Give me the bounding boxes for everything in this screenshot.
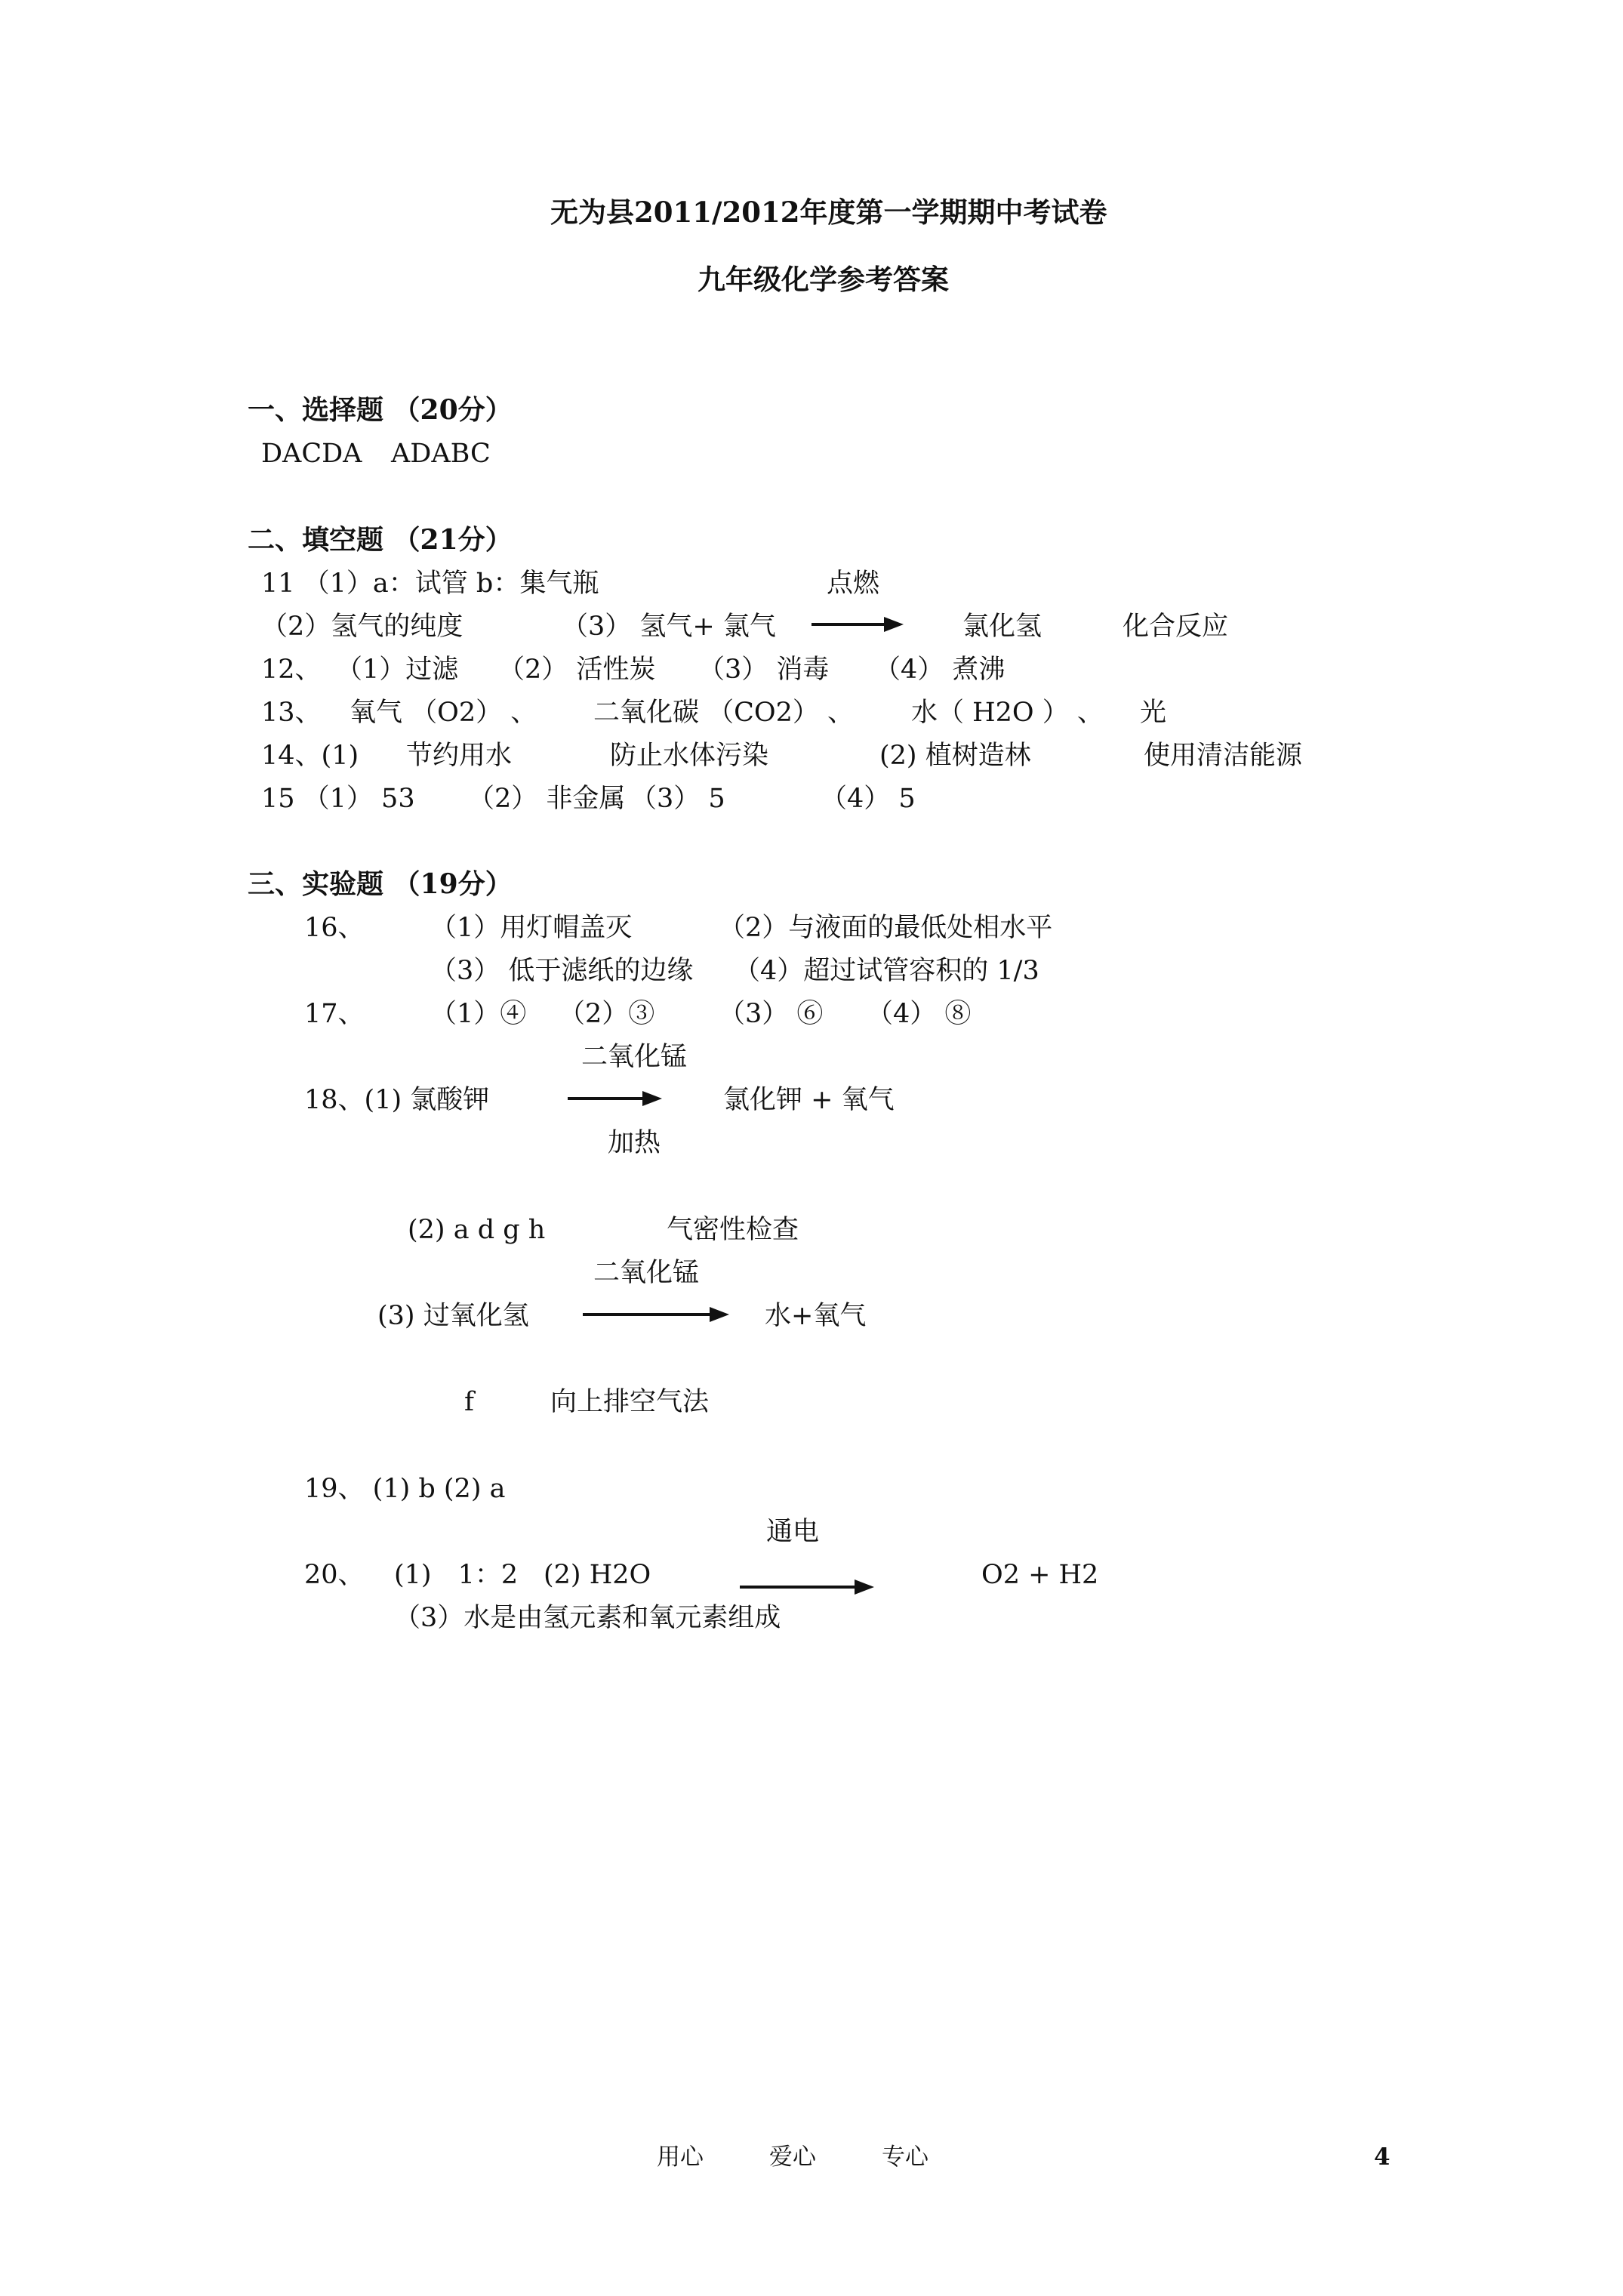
q16-answer-1: （1）用灯帽盖灭 bbox=[430, 913, 633, 943]
q18-product-3: 水+氧气 bbox=[765, 1301, 867, 1331]
q16-answer-4: （4）超过试管容积的 1/3 bbox=[734, 956, 1039, 986]
q16-answer-3: （3） 低于滤纸的边缘 bbox=[430, 956, 694, 986]
q17-number: 17、 bbox=[304, 999, 365, 1029]
q20-reaction-condition: 通电 bbox=[766, 1517, 820, 1547]
page-subtitle: 九年级化学参考答案 bbox=[698, 263, 949, 296]
q12-answer-3: （3） 消毒 bbox=[698, 655, 830, 685]
q20-answer-3: （3）水是由氢元素和氧元素组成 bbox=[394, 1603, 781, 1633]
q14-answer-3: (2) 植树造林 bbox=[879, 741, 1031, 771]
q18-catalyst-1: 二氧化锰 bbox=[581, 1042, 688, 1072]
section-heading-choice: 一、选择题 （20分） bbox=[248, 394, 513, 426]
q11-part3-reactants: （3） 氢气+ 氯气 bbox=[562, 612, 776, 642]
q13-number: 13、 bbox=[261, 698, 322, 728]
q19-answers: 19、 (1) b (2) a bbox=[304, 1474, 506, 1504]
q11-part1: 11 （1）a：试管 b：集气瓶 bbox=[261, 569, 599, 599]
section-heading-experiment: 三、实验题 （19分） bbox=[248, 868, 513, 900]
q18-catalyst-2: 二氧化锰 bbox=[593, 1258, 700, 1288]
q18-answer-2: (2) a d g h bbox=[408, 1215, 546, 1245]
page-title: 无为县2011/2012年度第一学期期中考试卷 bbox=[550, 196, 1107, 229]
q11-product: 氯化氢 bbox=[962, 612, 1042, 642]
q14-answer-2: 防止水体污染 bbox=[610, 741, 769, 771]
reaction-arrow-icon bbox=[812, 617, 904, 632]
q11-part2: （2）氢气的纯度 bbox=[261, 612, 463, 642]
q17-answer-3: （3） ⑥ bbox=[719, 999, 824, 1029]
q18-airtight-check: 气密性检查 bbox=[667, 1215, 799, 1245]
footer-motto-3: 专心 bbox=[882, 2143, 929, 2171]
q16-answer-2: （2）与液面的最低处相水平 bbox=[719, 913, 1053, 943]
q16-number: 16、 bbox=[304, 913, 365, 943]
q15-answer-1: 15 （1） 53 bbox=[261, 784, 415, 814]
q15-answer-2: （2） 非金属 bbox=[468, 784, 626, 814]
q13-answer-3: 水（ H2O ） 、 bbox=[911, 698, 1104, 728]
choice-answers-2: ADABC bbox=[391, 439, 491, 469]
q20-number: 20、 bbox=[304, 1560, 365, 1590]
q20-answer-2: (2) H2O bbox=[544, 1560, 651, 1590]
q18-option-f: f bbox=[464, 1387, 474, 1417]
q14-number: 14、(1) bbox=[261, 741, 359, 771]
q17-answer-2: （2）③ bbox=[559, 999, 655, 1029]
page-number: 4 bbox=[1374, 2143, 1390, 2171]
q12-number: 12、 bbox=[261, 655, 322, 685]
reaction-arrow-icon bbox=[583, 1307, 729, 1322]
q12-answer-4: （4） 煮沸 bbox=[874, 655, 1006, 685]
q13-answer-1: 氧气 （O2） 、 bbox=[350, 698, 537, 728]
q17-answer-1: （1）④ bbox=[430, 999, 527, 1029]
q14-answer-1: 节约用水 bbox=[406, 741, 513, 771]
q12-answer-1: （1）过滤 bbox=[336, 655, 459, 685]
q13-answer-2: 二氧化碳 （CO2） 、 bbox=[593, 698, 854, 728]
q18-reactant-3: (3) 过氧化氢 bbox=[377, 1301, 529, 1331]
q18-product-1: 氯化钾 + 氧气 bbox=[723, 1085, 895, 1115]
q15-answer-4: （4） 5 bbox=[821, 784, 916, 814]
reaction-arrow-icon bbox=[740, 1579, 874, 1595]
q11-reaction-condition: 点燃 bbox=[827, 569, 880, 599]
q18-reactant-1: 18、(1) 氯酸钾 bbox=[304, 1085, 490, 1115]
q14-answer-4: 使用清洁能源 bbox=[1144, 741, 1303, 771]
q17-answer-4: （4） ⑧ bbox=[867, 999, 972, 1029]
q12-answer-2: （2） 活性炭 bbox=[498, 655, 656, 685]
q11-reaction-type: 化合反应 bbox=[1123, 612, 1229, 642]
q13-answer-4: 光 bbox=[1140, 698, 1167, 728]
reaction-arrow-icon bbox=[568, 1091, 662, 1106]
q20-products: O2 + H2 bbox=[981, 1560, 1099, 1590]
q18-collection-method: 向上排空气法 bbox=[550, 1387, 710, 1417]
footer-motto-2: 爱心 bbox=[769, 2143, 816, 2171]
q20-answer-1: (1) 1：2 bbox=[394, 1560, 519, 1590]
q15-answer-3: （3） 5 bbox=[630, 784, 725, 814]
footer-motto-1: 用心 bbox=[657, 2143, 704, 2171]
section-heading-fill: 二、填空题 （21分） bbox=[248, 524, 513, 556]
choice-answers-1: DACDA bbox=[261, 439, 362, 469]
q18-heat-condition: 加热 bbox=[608, 1128, 661, 1158]
